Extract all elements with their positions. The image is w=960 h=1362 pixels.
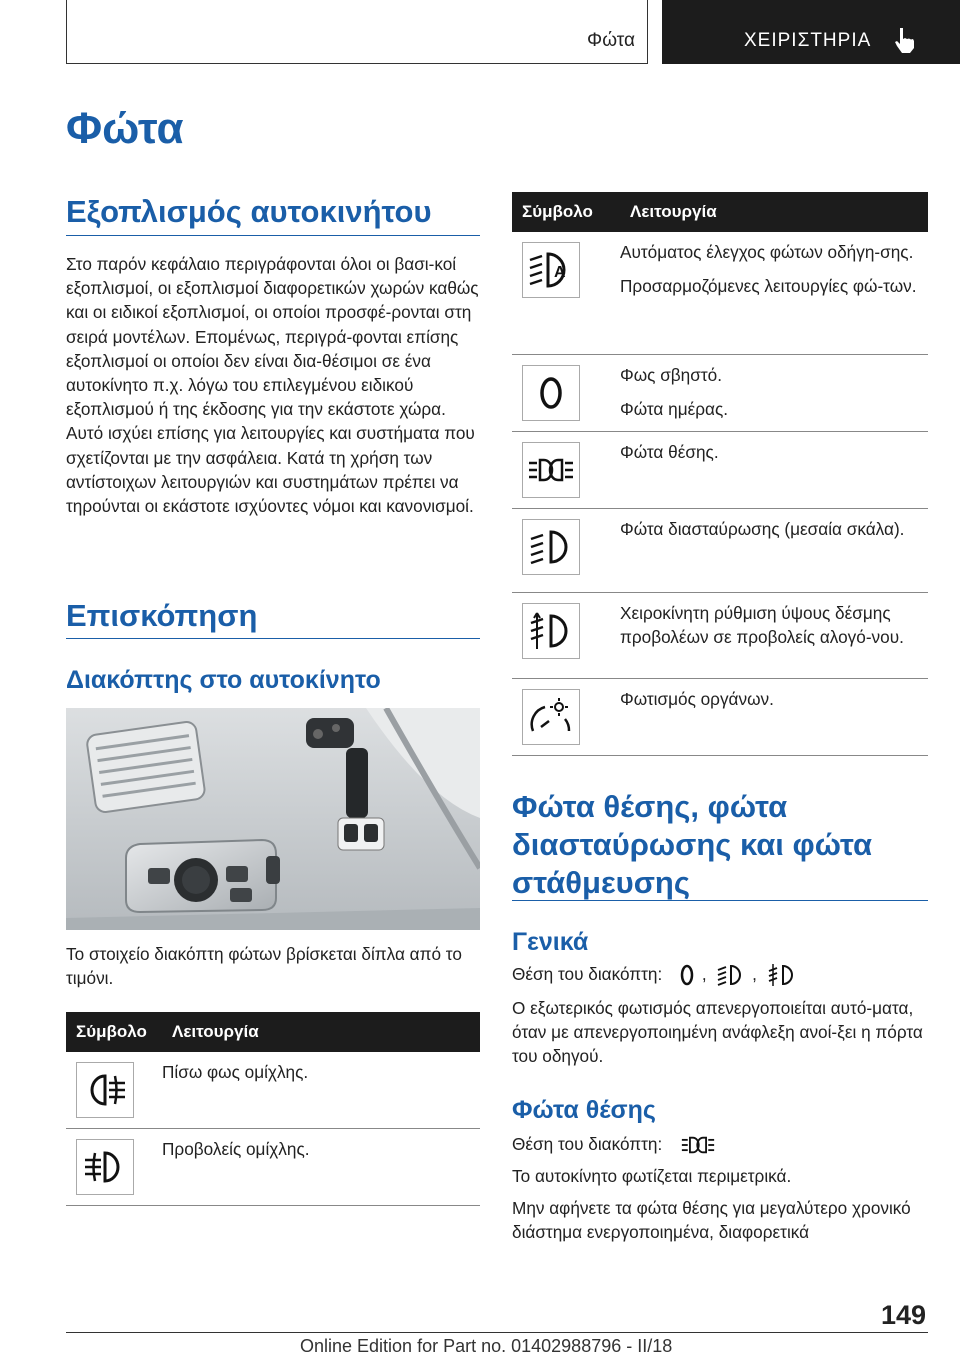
parking-light-icon	[675, 1134, 721, 1156]
table-row	[512, 678, 928, 755]
header-chapter-title: ΧΕΙΡΙΣΤΗΡΙΑ	[744, 30, 872, 51]
heading-rule	[66, 235, 480, 236]
parking-heading: Φώτα θέσης	[512, 1096, 656, 1124]
headlight-range-icon	[529, 611, 573, 651]
table-row	[66, 1129, 480, 1206]
table-row	[512, 232, 928, 354]
table-row	[512, 508, 928, 592]
auto-headlight-icon	[528, 250, 574, 290]
function-text: Αυτόματος έλεγχος φώτων οδήγη-σης.	[620, 242, 914, 262]
general-switch-line	[512, 962, 932, 987]
col-symbol: Σύμβολο	[66, 1012, 162, 1052]
function-text: Προσαρμοζόμενες λειτουργίες φώ-των.	[620, 276, 917, 297]
header-section-box	[66, 0, 648, 64]
parking-light-icon	[527, 455, 575, 485]
heading-rule	[66, 638, 480, 639]
table-row	[66, 1052, 480, 1129]
overview-heading: Επισκόπηση	[66, 598, 258, 633]
front-fog-light-icon	[83, 1147, 127, 1187]
instrument-lighting-icon	[529, 697, 573, 737]
parking-text-1: Το αυτοκίνητο φωτίζεται περιμετρικά.	[512, 1166, 792, 1186]
footer-edition: Online Edition for Part no. 01402988796 - II/18	[300, 1336, 673, 1356]
col-function: Λειτουργία	[620, 192, 928, 232]
function-text: Φωτισμός οργάνων.	[620, 688, 774, 709]
right-symbol-table	[512, 192, 928, 756]
col-function: Λειτουργία	[162, 1012, 480, 1052]
headlight-range-icon	[768, 963, 798, 987]
col-symbol: Σύμβολο	[512, 192, 620, 232]
table-row	[512, 431, 928, 508]
lights-off-icon	[531, 373, 571, 413]
equipment-text: Στο παρόν κεφάλαιο περιγράφονται όλοι οι βασι-κοί εξοπλισμοί, οι εξοπλισμοί διαφορετικών χωρών καθώς και οι ειδικοί εξοπλισμοί, οι οποίοι προσφέ-ρονται στη σειρά μοντέλων. Επομένως, περιγρά-φονται επίσης εξοπλισμοί οι οποίοι δεν είναι δια-θέσιμοι σε ένα αυτοκίνητο π.χ. λόγω του επιλεγμένου ειδικού εξοπλισμού ή της έκδοσης για την εκάστοτε χώρα. Αυτό ισχύει επίσης για λειτουργίες και συστήματα που σχετίζονται με την ασφάλεια. Κατά τη χρήση των αντίστοιχων λειτουργιών και συστημάτων πρέπει να τηρούνται οι εκάστοτε ισχύοντες νόμοι και κανονισμοί.	[66, 254, 479, 517]
low-beam-icon	[717, 963, 747, 987]
general-heading: Γενικά	[512, 928, 589, 956]
switch-caption: Το στοιχείο διακόπτη φώτων βρίσκεται δίπλα από το τιμόνι.	[66, 944, 462, 989]
function-text: Φώτα ημέρας.	[620, 398, 729, 419]
parking-switch-line	[512, 1132, 932, 1156]
header-chapter-tab[interactable]	[662, 0, 960, 64]
function-text: Χειροκίνητη ρύθμιση ύψους δέσμης προβολέων σε προβολείς αλογό-νου.	[620, 602, 904, 648]
svg-text:A: A	[554, 264, 566, 281]
rear-fog-light-icon	[83, 1070, 127, 1110]
lights-off-icon	[677, 963, 697, 987]
lights-heading: Φώτα θέσης, φώτα διασταύρωσης και φώτα στάθμευσης	[512, 789, 873, 900]
general-text: Ο εξωτερικός φωτισμός απενεργοποιείται αυτό-ματα, όταν με απενεργοποιημένη ανάφλεξη ανοί-ξει η πόρτα του οδηγού.	[512, 998, 923, 1067]
pointing-hand-icon	[892, 26, 918, 54]
footer-rule	[66, 1332, 928, 1333]
function-text: Φώτα διασταύρωσης (μεσαία σκάλα).	[620, 518, 905, 539]
function-text: Προβολείς ομίχλης.	[162, 1139, 310, 1159]
parking-text-2: Μην αφήνετε τα φώτα θέσης για μεγαλύτερο χρονικό διάστημα ενεργοποιημένα, διαφορετικά	[512, 1198, 911, 1243]
switch-position-label: Θέση του διακόπτη:	[512, 1134, 663, 1154]
table-row	[512, 592, 928, 678]
switch-heading: Διακόπτης στο αυτοκίνητο	[66, 666, 381, 694]
heading-rule	[512, 900, 928, 901]
function-text: Πίσω φως ομίχλης.	[162, 1062, 309, 1082]
header-section-title: Φώτα	[587, 30, 635, 51]
low-beam-icon	[529, 527, 573, 567]
equipment-heading: Εξοπλισμός αυτοκινήτου	[66, 194, 432, 229]
switch-position-label: Θέση του διακόπτη:	[512, 964, 663, 984]
separator: ,	[752, 964, 757, 984]
light-switch-photo	[66, 708, 480, 930]
left-symbol-table	[66, 1012, 480, 1206]
page-title: Φώτα	[66, 104, 184, 153]
page-number: 149	[880, 1300, 926, 1330]
function-text: Φως σβηστό.	[620, 364, 722, 385]
function-text: Φώτα θέσης.	[620, 441, 719, 462]
table-row	[512, 354, 928, 431]
separator: ,	[701, 964, 707, 984]
